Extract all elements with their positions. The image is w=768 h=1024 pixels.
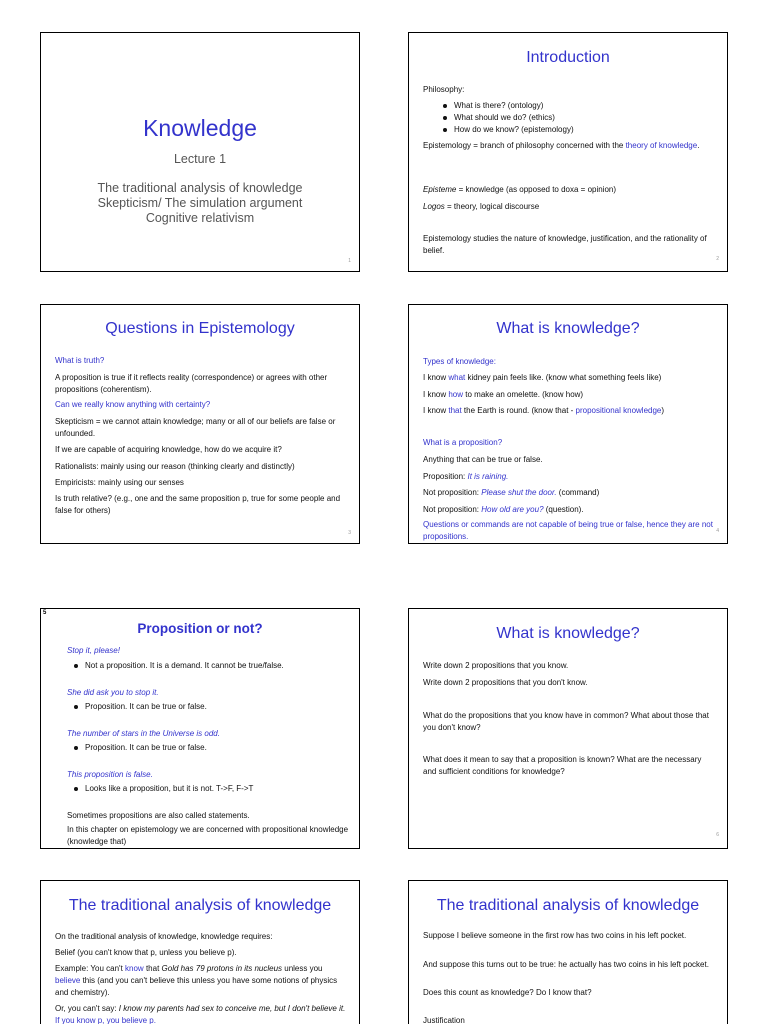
highlight-term: propositional knowledge <box>575 406 662 415</box>
topic-item: The traditional analysis of knowledge <box>97 181 303 195</box>
conclusion-text: Questions or commands are not capable of being true or false, hence they are not propositions. <box>423 520 713 541</box>
list-item-text: How do we know? (epistemology) <box>454 125 574 134</box>
question-heading: What is truth? <box>55 356 105 365</box>
text-segment: I know <box>423 390 449 399</box>
text-segment: = theory, logical discourse <box>444 202 540 211</box>
slide-2-introduction <box>408 32 728 272</box>
list-item <box>85 660 351 672</box>
greek-term: Episteme <box>423 185 457 194</box>
slide-title: Questions in Epistemology <box>105 320 295 337</box>
highlight-term: If you know p, you believe p. <box>55 1016 156 1024</box>
example-sentence: It is raining. <box>467 472 509 481</box>
example-sentence: Please shut the door. <box>481 488 557 497</box>
contradiction-example <box>55 1003 347 1024</box>
bullet-icon <box>74 705 78 709</box>
text-segment: to make an omelette. (know how) <box>463 390 584 399</box>
highlight-term: that <box>448 406 462 415</box>
justification-heading: Justification <box>423 1016 465 1024</box>
text-segment: Epistemology = branch of philosophy concerned with the <box>423 141 626 150</box>
skepticism-definition: Skepticism = we cannot attain knowledge; many or all of our beliefs are false or unfounded. <box>55 417 336 438</box>
example-sentence: The number of stars in the Universe is odd. <box>67 729 220 738</box>
list-item <box>85 701 351 713</box>
verdict-text: Not a proposition. It is a demand. It cannot be true/false. <box>85 661 284 670</box>
rationalists-text: Rationalists: mainly using our reason (thinking clearly and distinctly) <box>55 462 295 471</box>
example-sentence: She did ask you to stop it. <box>67 688 159 697</box>
slide-title: Knowledge <box>143 115 257 141</box>
bullet-icon <box>74 664 78 668</box>
slide-1-title-slide <box>40 32 360 272</box>
bullet-icon <box>443 128 447 132</box>
page-number: 5 <box>43 610 47 616</box>
list-item-text: What is there? (ontology) <box>454 101 544 110</box>
text-segment: the Earth is round. (know that - <box>461 406 576 415</box>
list-item <box>85 783 351 795</box>
bullet-icon <box>443 104 447 108</box>
page-number: 2 <box>716 256 719 262</box>
bullet-icon <box>74 787 78 791</box>
text-segment: that <box>143 964 162 973</box>
discussion-question: What do the propositions that you know have in common? What about those that you don't know? <box>423 711 709 732</box>
slide-4-what-is-knowledge <box>408 304 728 544</box>
know-how-example <box>423 389 715 401</box>
topic-item: Skepticism/ The simulation argument <box>97 196 303 210</box>
slide-title: What is knowledge? <box>496 320 640 337</box>
list-item <box>454 112 716 124</box>
verdict-text: Looks like a proposition, but it is not. T->F, F->T <box>85 784 254 793</box>
slide-3-questions <box>40 304 360 544</box>
highlight-term: theory of knowledge <box>625 141 698 150</box>
task-text: Write down 2 propositions that you don't know. <box>423 678 588 687</box>
belief-example <box>55 963 347 999</box>
discussion-question: What does it mean to say that a proposition is known? What are the necessary and sufficient conditions for knowledge? <box>423 755 702 776</box>
statements-note: Sometimes propositions are also called statements. <box>67 811 250 820</box>
scope-note: In this chapter on epistemology we are concerned with propositional knowledge (knowledge that) <box>67 825 349 846</box>
text-segment: ) <box>661 406 665 415</box>
epistemology-definition <box>423 140 715 152</box>
proposition-definition: Anything that can be true or false. <box>423 455 543 464</box>
philosophy-label: Philosophy: <box>423 85 465 94</box>
text-segment: Not proposition: <box>423 505 482 514</box>
text-segment: unless you <box>282 964 323 973</box>
text-segment: Or, you can't say: <box>55 1004 119 1013</box>
knowledge-question: Does this count as knowledge? Do I know that? <box>423 988 592 997</box>
supposition-text: Suppose I believe someone in the first row has two coins in his left pocket. <box>423 931 687 940</box>
example-sentence: How old are you? <box>481 505 544 514</box>
example-sentence: I know my parents had sex to conceive me, but I don't believe it. <box>118 1004 346 1013</box>
belief-condition: Belief (you can't know that p, unless you believe p). <box>55 948 237 957</box>
slide-title: The traditional analysis of knowledge <box>68 897 332 914</box>
text-segment: (command) <box>556 488 600 497</box>
bullet-icon <box>74 746 78 750</box>
slide-8-traditional-analysis <box>408 880 728 1024</box>
list-item <box>454 124 716 136</box>
intro-text: On the traditional analysis of knowledge, knowledge requires: <box>55 932 273 941</box>
page-number: 3 <box>348 530 351 536</box>
know-what-example <box>423 372 715 384</box>
text-segment: (question). <box>543 505 584 514</box>
slide-title: Introduction <box>526 49 610 66</box>
verdict-text: Proposition. It can be true or false. <box>85 743 207 752</box>
episteme-definition <box>423 184 715 196</box>
text-segment: . <box>697 141 700 150</box>
text-segment: I know <box>423 373 449 382</box>
acquire-question: If we are capable of acquiring knowledge, how do we acquire it? <box>55 445 282 454</box>
truth-answer: A proposition is true if it reflects reality (correspondence) or agrees with other propositions (coherentism). <box>55 373 328 394</box>
example-sentence: Gold has 79 protons in its nucleus <box>161 964 283 973</box>
list-item <box>85 742 351 754</box>
page-number: 4 <box>716 528 719 534</box>
truth-text: And suppose this turns out to be true: he actually has two coins in his left pocket. <box>423 960 709 969</box>
text-segment: kidney pain feels like. (know what something feels like) <box>465 373 662 382</box>
text-segment: Proposition: <box>423 472 468 481</box>
task-text: Write down 2 propositions that you know. <box>423 661 569 670</box>
highlight-term: how <box>448 390 464 399</box>
example-sentence: This proposition is false. <box>67 770 153 779</box>
types-heading: Types of knowledge: <box>423 357 496 366</box>
example-sentence: Stop it, please! <box>67 646 120 655</box>
question-example <box>423 504 715 516</box>
slide-title: What is knowledge? <box>496 625 640 642</box>
command-example <box>423 487 715 499</box>
highlight-term: believe <box>55 976 81 985</box>
list-item-text: What should we do? (ethics) <box>454 113 555 122</box>
text-segment: = knowledge (as opposed to doxa = opinion) <box>456 185 617 194</box>
proposition-heading: What is a proposition? <box>423 438 503 447</box>
page-number: 6 <box>716 832 719 838</box>
verdict-text: Proposition. It can be true or false. <box>85 702 207 711</box>
slide-6-what-is-knowledge <box>408 608 728 849</box>
lecture-number: Lecture 1 <box>173 152 227 166</box>
text-segment: Example: You can't <box>55 964 126 973</box>
slide-title: The traditional analysis of knowledge <box>436 897 700 914</box>
text-segment: this (and you can't believe this unless you have some notions of physics and chemistry). <box>55 976 338 997</box>
greek-term: Logos <box>423 202 445 211</box>
topic-item: Cognitive relativism <box>145 211 255 225</box>
slide-5-proposition-or-not <box>40 608 360 849</box>
text-segment: I know <box>423 406 449 415</box>
text-segment: Not proposition: <box>423 488 482 497</box>
empiricists-text: Empiricists: mainly using our senses <box>55 478 184 487</box>
bullet-icon <box>443 116 447 120</box>
slide-7-traditional-analysis <box>40 880 360 1024</box>
highlight-term: what <box>448 373 466 382</box>
proposition-example <box>423 471 715 483</box>
epistemology-summary: Epistemology studies the nature of knowledge, justification, and the rationality of belief. <box>423 234 707 255</box>
logos-definition <box>423 201 715 213</box>
know-that-example <box>423 405 715 417</box>
highlight-term: know <box>125 964 144 973</box>
list-item <box>454 100 716 112</box>
slide-title: Proposition or not? <box>137 621 263 636</box>
relativism-question: Is truth relative? (e.g., one and the same proposition p, true for some people and false for others) <box>55 494 341 515</box>
page-number: 1 <box>348 258 351 264</box>
question-heading: Can we really know anything with certainty? <box>55 400 211 409</box>
